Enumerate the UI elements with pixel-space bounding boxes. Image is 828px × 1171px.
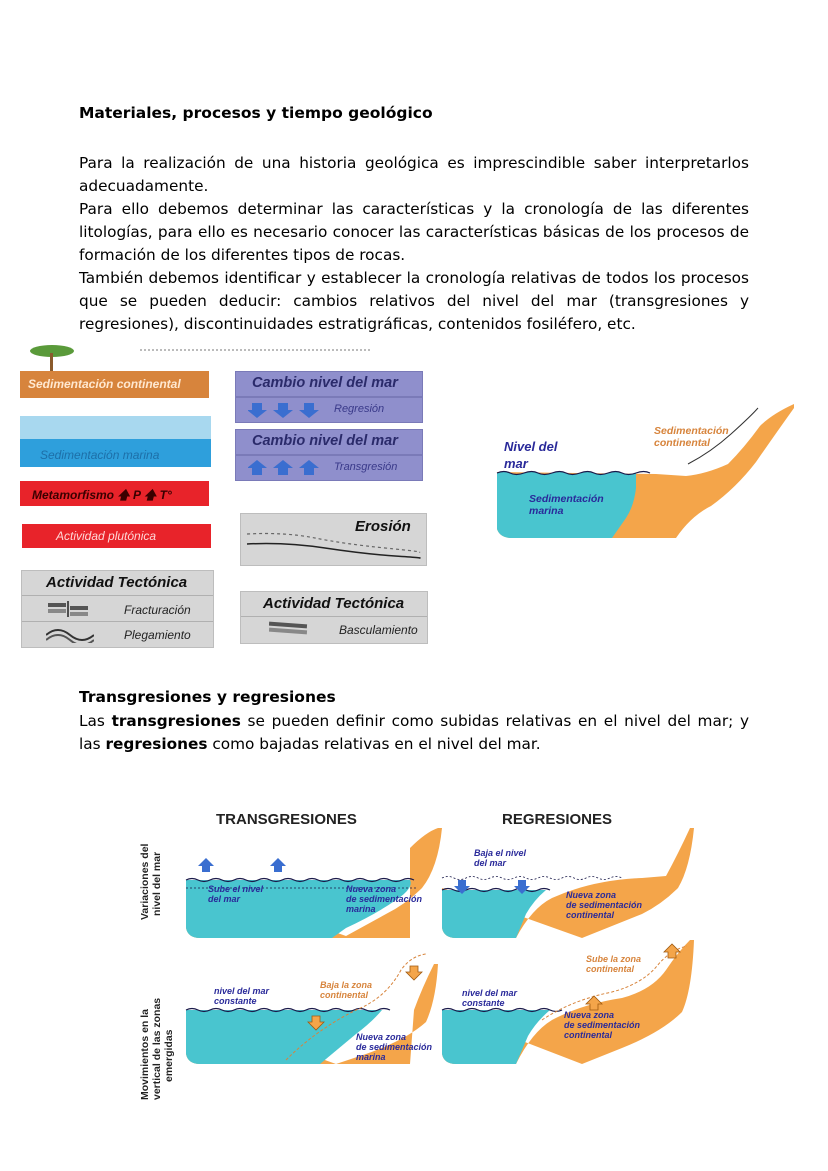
legend-transgresion-label: Transgresión xyxy=(334,461,398,473)
legend-sed-marina xyxy=(20,416,211,467)
row2-line2: vertical de las zonas xyxy=(151,997,163,1100)
p4-sube-2: continental xyxy=(586,964,635,974)
legend-cambio-nivel-transgresion xyxy=(235,429,423,455)
transgression-regression-figure xyxy=(134,800,700,1110)
col-title-transgresiones: TRANSGRESIONES xyxy=(216,811,357,828)
row-label-movimientos xyxy=(139,998,175,1100)
legend-actividad-plutonica xyxy=(22,524,211,548)
p3-nivel-2: constante xyxy=(214,996,257,1006)
p2-nueva-3: continental xyxy=(566,910,615,920)
p1-sube-1: Sube el nivel xyxy=(208,884,264,894)
top-cut-dotted-line xyxy=(140,349,370,354)
erosion-line-icon xyxy=(245,528,421,564)
diagram-nivel-line1: Nivel del xyxy=(504,439,558,454)
legend-metamorfismo-p: P xyxy=(133,488,141,502)
sea-level-diagram xyxy=(496,404,796,544)
p4-nueva-2: de sedimentación xyxy=(564,1020,641,1030)
legend-sed-continental xyxy=(20,371,209,398)
text-fragment: Las xyxy=(79,712,112,730)
legend-fracturacion-label: Fracturación xyxy=(124,603,191,617)
section-title-materiales: Materiales, procesos y tiempo geológico xyxy=(79,104,433,122)
legend-actividad-tectonica-2 xyxy=(240,591,428,644)
arrow-up-icon xyxy=(248,459,328,477)
p1-nueva-1: Nueva zona xyxy=(346,884,397,894)
panel-regresion-baja-nivel xyxy=(442,828,694,938)
legend-metamorfismo-t: T° xyxy=(159,488,172,502)
row2-line1: Movimientos en la xyxy=(139,1008,151,1100)
legend-erosion xyxy=(240,513,427,566)
legend-tectonica-title: Actividad Tectónica xyxy=(46,574,188,591)
legend-transgresion-row xyxy=(235,455,423,481)
row2-line3: emergidas xyxy=(163,1029,175,1082)
diagram-sed-mar-line1: Sedimentación xyxy=(529,493,604,505)
p2-nueva-2: de sedimentación xyxy=(566,900,643,910)
row-label-variaciones xyxy=(139,843,163,920)
p2-nueva-1: Nueva zona xyxy=(566,890,617,900)
legend-sed-marina-label: Sedimentación marina xyxy=(40,448,160,462)
p2-baja-1: Baja el nivel xyxy=(474,848,527,858)
diagram-sed-mar-line2: marina xyxy=(529,505,564,517)
p3-baja-1: Baja la zona xyxy=(320,980,373,990)
p3-nueva-2: de sedimentación xyxy=(356,1042,433,1052)
p1-sube-2: del mar xyxy=(208,894,241,904)
paragraph-intro: Para la realización de una historia geológica es imprescindible saber interpretarlos adecuadamente. xyxy=(79,154,749,195)
arrow-up-icon: 🡅 xyxy=(143,488,157,502)
p4-nivel-1: nivel del mar xyxy=(462,988,518,998)
p3-baja-2: continental xyxy=(320,990,369,1000)
legend-regresion-label: Regresión xyxy=(334,403,385,415)
legend-plegamiento-label: Plegamiento xyxy=(124,628,191,642)
term-regresiones: regresiones xyxy=(105,735,208,753)
text-fragment: como bajadas relativas en el nivel del mar. xyxy=(207,735,541,753)
p3-nueva-3: marina xyxy=(356,1052,386,1062)
arrow-up-icon xyxy=(270,858,286,872)
legend-actividad-plutonica-label: Actividad plutónica xyxy=(56,529,157,543)
term-transgresiones: transgresiones xyxy=(111,712,241,730)
paragraph-litologias: Para ello debemos determinar las características y la cronología de las diferentes litologías, para ello es necesario conocer las características básicas de los procesos de formación de los diferentes tipos de rocas. xyxy=(79,200,749,264)
p4-nivel-2: constante xyxy=(462,998,505,1008)
legend-regresion-row xyxy=(235,397,423,423)
diagram-sed-cont-line2: continental xyxy=(654,437,711,449)
panel-transgresion-sube-nivel xyxy=(186,828,442,938)
arrow-down-icon xyxy=(248,401,328,419)
p2-baja-2: del mar xyxy=(474,858,507,868)
row1-line2: nivel del mar xyxy=(151,851,163,916)
arrow-up-icon xyxy=(198,858,214,872)
p3-nivel-1: nivel del mar xyxy=(214,986,270,996)
legend-cambio-nivel-label-2: Cambio nivel del mar xyxy=(252,433,398,449)
p4-sube-1: Sube la zona xyxy=(586,954,642,964)
legend-cambio-nivel-regresion xyxy=(235,371,423,397)
panel-transgresion-baja-continente xyxy=(186,954,438,1064)
p4-nueva-3: continental xyxy=(564,1030,613,1040)
fold-icon xyxy=(46,625,94,643)
legend-cambio-nivel-label-1: Cambio nivel del mar xyxy=(252,375,398,391)
col-title-regresiones: REGRESIONES xyxy=(502,811,613,828)
tree-icon xyxy=(24,345,80,371)
arrow-up-icon: 🡅 xyxy=(117,488,130,502)
paragraph-cronologia: También debemos identificar y establecer la cronología relativas de todos los procesos que se pueden deducir: cambios relativos del nivel del mar (transgresiones y regresiones), discontinuidades estratigráficas, contenidos fosiléfero, etc. xyxy=(79,269,749,333)
diagram-sed-cont-line1: Sedimentación xyxy=(654,425,729,437)
row1-line1: Variaciones del xyxy=(139,843,151,920)
p1-nueva-2: de sedimentación xyxy=(346,894,423,904)
panel-regresion-sube-continente xyxy=(442,940,694,1064)
p4-nueva-1: Nueva zona xyxy=(564,1010,615,1020)
legend-actividad-tectonica xyxy=(21,570,214,648)
legend-erosion-label: Erosión xyxy=(355,518,411,535)
diagram-nivel-line2: mar xyxy=(504,456,528,471)
legend-tectonica-title-2: Actividad Tectónica xyxy=(263,595,405,612)
legend-basculamiento-label: Basculamiento xyxy=(339,623,418,637)
legend-metamorfismo xyxy=(20,481,209,506)
legend-sed-continental-label: Sedimentación continental xyxy=(28,377,181,391)
sea-shape xyxy=(186,1010,382,1064)
sea-shape xyxy=(442,890,546,938)
paragraph-definicion xyxy=(79,710,749,756)
section-title-transgresiones: Transgresiones y regresiones xyxy=(79,688,336,706)
fracture-icon xyxy=(48,601,92,617)
p1-nueva-3: marina xyxy=(346,904,376,914)
text-fragment: se pueden definir como subidas relativas en el nivel del mar; y las xyxy=(79,712,749,753)
legend-metamorfismo-label: Metamorfismo xyxy=(32,488,115,502)
arrow-down-icon xyxy=(406,966,422,980)
tilt-icon xyxy=(269,621,309,637)
p3-nueva-1: Nueva zona xyxy=(356,1032,407,1042)
